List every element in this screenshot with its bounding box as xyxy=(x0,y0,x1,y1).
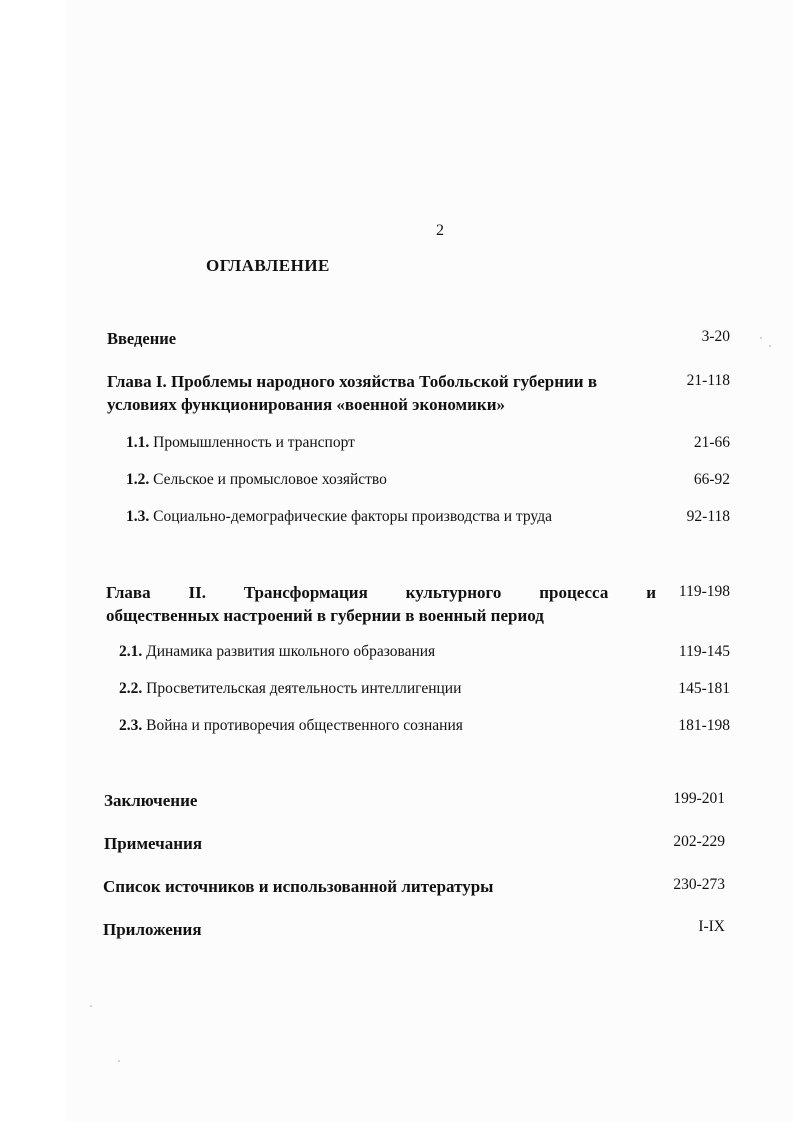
toc-title: ОГЛАВЛЕНИЕ xyxy=(206,256,330,275)
toc-pages-intro: 3-20 xyxy=(701,328,730,345)
section-number: 1.2. xyxy=(126,471,150,488)
toc-pages-chapter-2: 119-198 xyxy=(678,583,730,600)
section-label: Просветительская деятельность интеллигенции xyxy=(146,680,462,697)
section-number: 2.3. xyxy=(119,717,143,734)
chapter-1-title-line-2: условиях функционирования «военной экономики» xyxy=(107,395,506,414)
toc-pages-section-1-1: 21-66 xyxy=(693,434,730,451)
section-label: Война и противоречия общественного сознания xyxy=(146,717,463,734)
toc-pages-section-1-2: 66-92 xyxy=(693,471,730,488)
section-number: 1.3. xyxy=(126,508,150,525)
chapter-2-title-line-2: общественных настроений в губернии в военный период xyxy=(106,606,544,625)
toc-pages-sources: 230-273 xyxy=(673,876,725,893)
scan-speck xyxy=(118,1060,120,1062)
section-label: Динамика развития школьного образования xyxy=(146,643,436,660)
toc-pages-notes: 202-229 xyxy=(673,833,725,850)
toc-section-1-1 xyxy=(126,434,355,452)
section-label: Промышленность и транспорт xyxy=(153,434,355,451)
toc-pages-section-2-3: 181-198 xyxy=(678,717,730,734)
toc-section-2-3 xyxy=(119,717,463,735)
toc-entry-sources: Список источников и использованной литературы xyxy=(103,877,494,896)
toc-section-1-2 xyxy=(126,471,387,489)
chapter-2-word: Трансформация xyxy=(243,583,368,602)
section-number: 1.1. xyxy=(126,434,150,451)
chapter-2-word: II. xyxy=(188,583,206,602)
toc-pages-section-1-3: 92-118 xyxy=(686,508,730,525)
toc-entry-notes: Примечания xyxy=(104,834,203,853)
toc-entry-appendices: Приложения xyxy=(103,920,202,939)
toc-pages-section-2-2: 145-181 xyxy=(678,680,730,697)
chapter-2-word: и xyxy=(646,583,656,602)
section-label: Социально-демографические факторы производства и труда xyxy=(153,508,552,525)
page-margin xyxy=(0,0,66,1122)
section-number: 2.1. xyxy=(119,643,143,660)
toc-entry-intro: Введение xyxy=(107,329,177,348)
toc-pages-conclusion: 199-201 xyxy=(673,790,725,807)
toc-section-2-2 xyxy=(119,680,461,698)
chapter-2-word: Глава xyxy=(106,583,151,602)
scan-speck xyxy=(769,345,771,347)
chapter-2-title-line-1 xyxy=(106,583,656,603)
toc-pages-appendices: I-IX xyxy=(698,918,725,935)
toc-pages-section-2-1: 119-145 xyxy=(678,643,730,660)
toc-entry-conclusion: Заключение xyxy=(104,791,198,810)
page-number: 2 xyxy=(436,222,444,239)
scan-speck xyxy=(90,1005,92,1007)
toc-pages-chapter-1: 21-118 xyxy=(686,372,730,389)
toc-section-1-3 xyxy=(126,508,552,526)
chapter-1-title-line-1: Глава I. Проблемы народного хозяйства Тобольской губернии в xyxy=(107,372,598,391)
chapter-2-word: процесса xyxy=(539,583,609,602)
section-number: 2.2. xyxy=(119,680,143,697)
chapter-2-word: культурного xyxy=(405,583,502,602)
section-label: Сельское и промысловое хозяйство xyxy=(153,471,387,488)
scan-speck xyxy=(760,337,762,339)
toc-section-2-1 xyxy=(119,643,435,661)
